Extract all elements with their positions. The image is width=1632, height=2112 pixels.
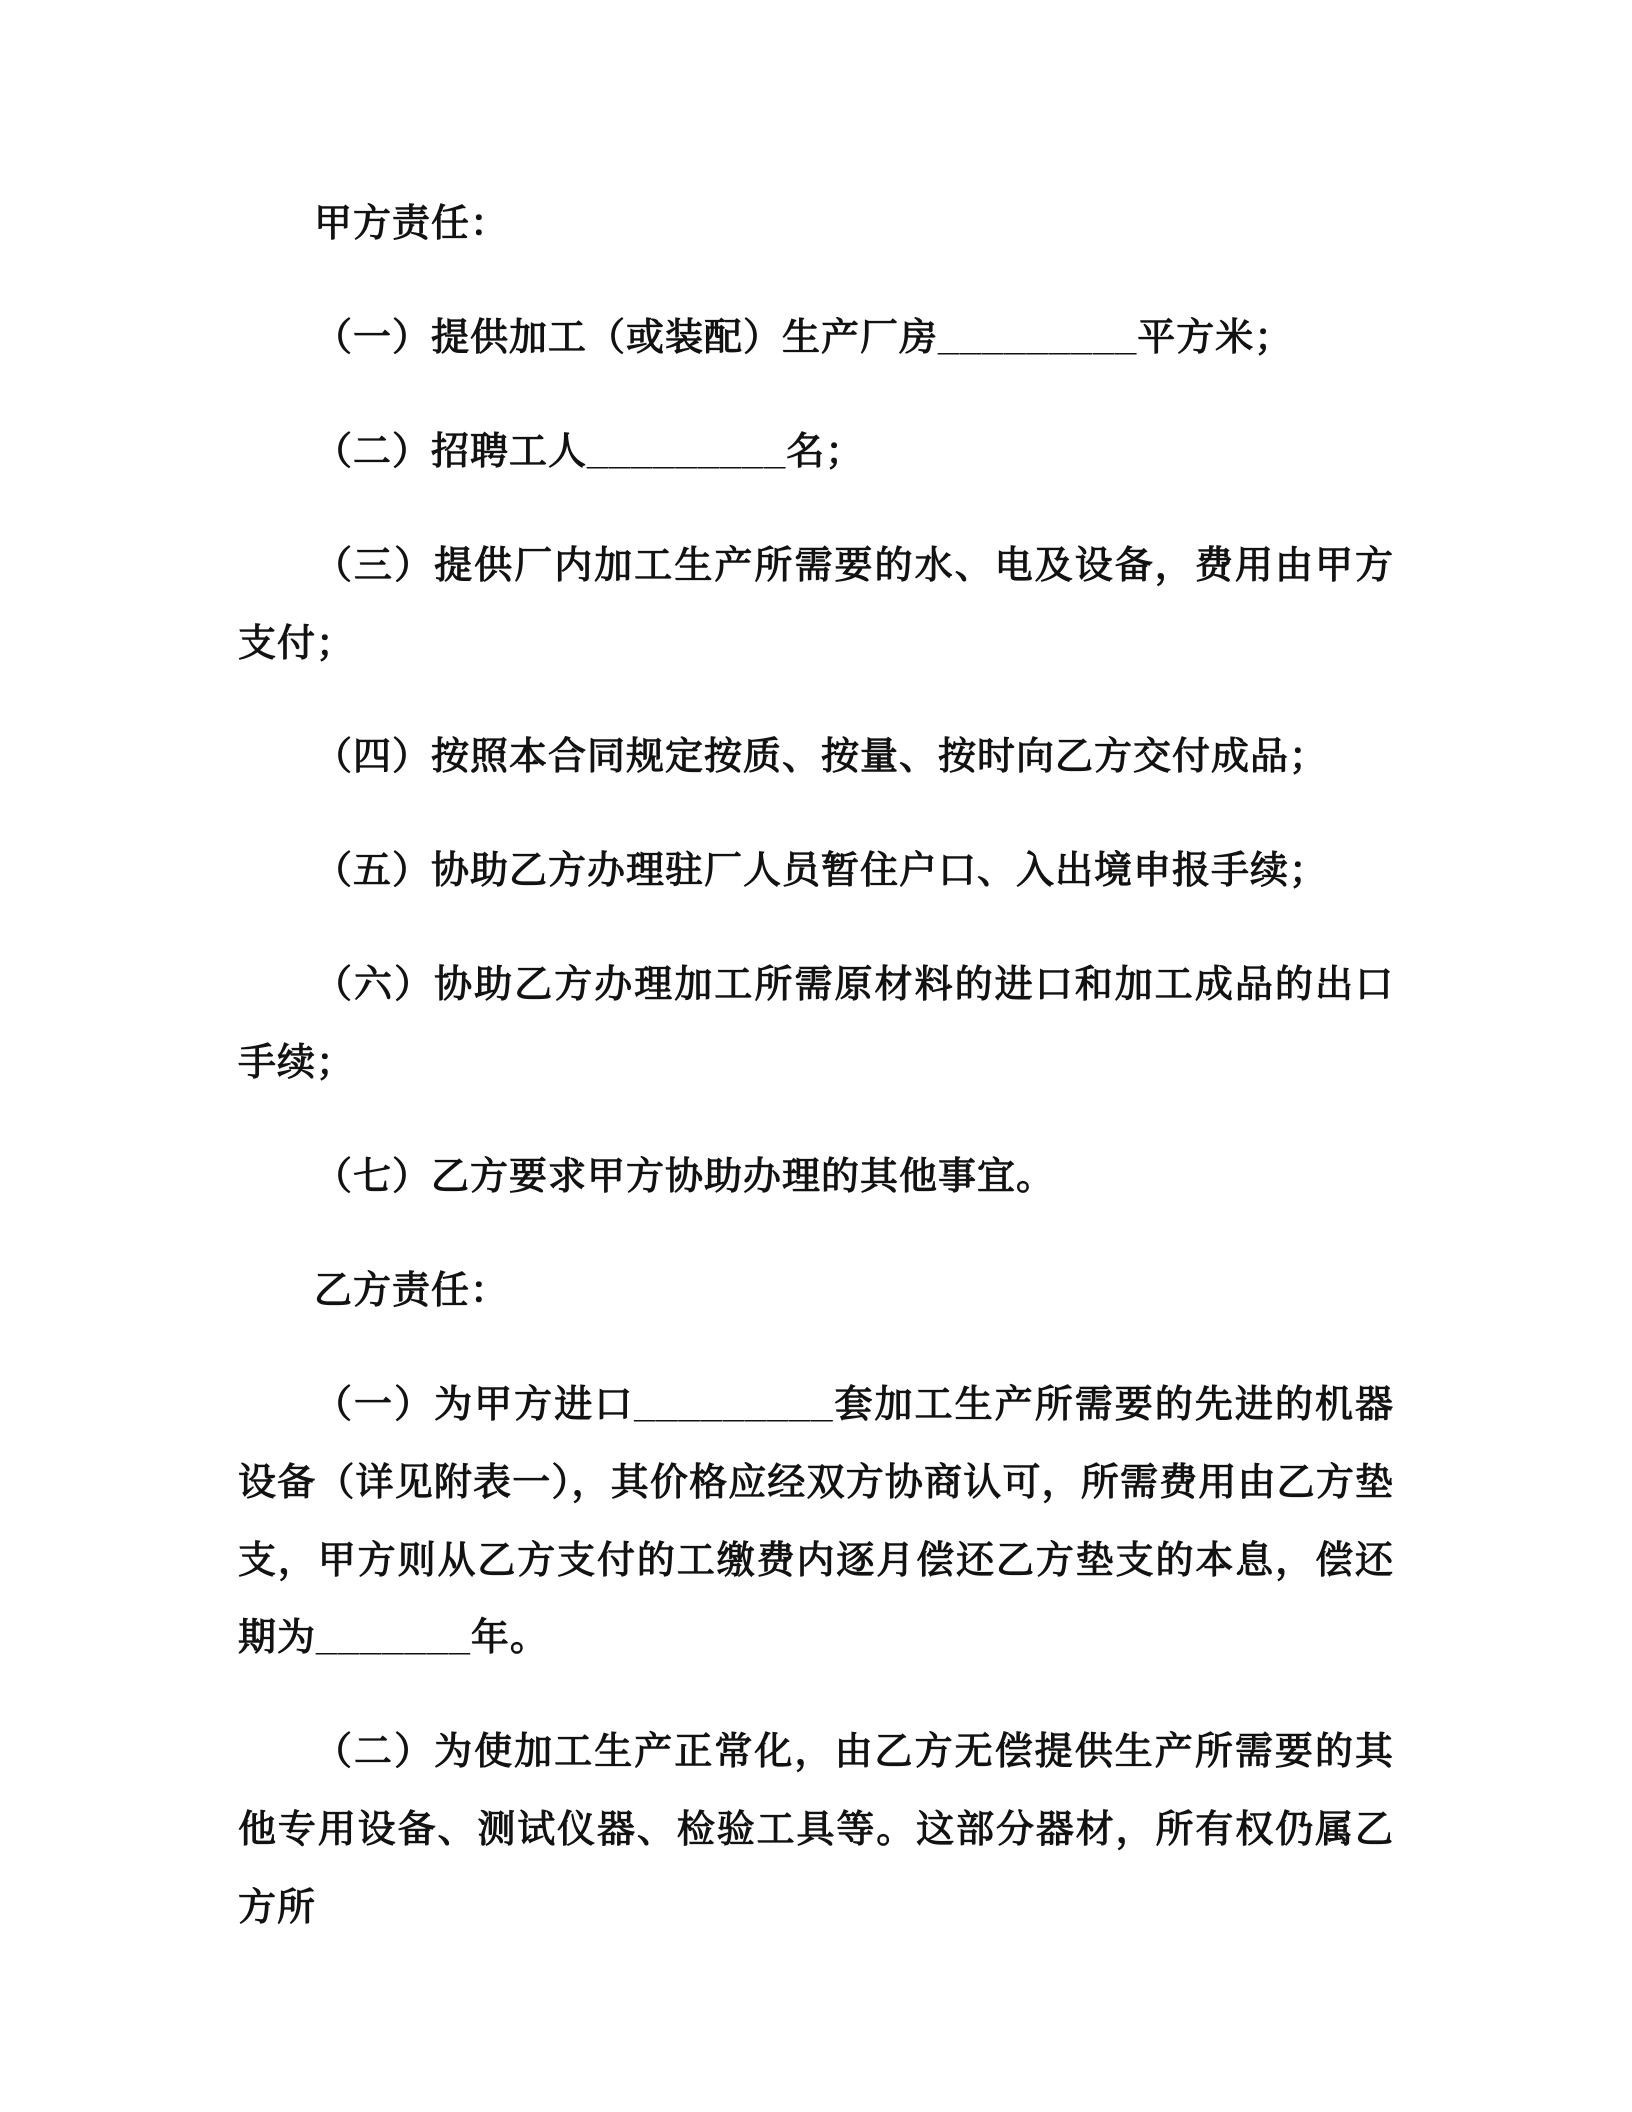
- party-b-responsibilities-heading: 乙方责任：: [314, 1269, 510, 1312]
- party-a-clause-7: （七）乙方要求甲方协助办理的其他事宜。: [314, 1156, 1056, 1199]
- party-b-clause-1: （一）为甲方进口_________套加工生产所需要的先进的机器设备（详见附表一），其价格应经双方协商认可，所需费用由乙方垫支，甲方则从乙方支付的工缴费内逐月偿还乙方垫支的本息，偿还期为_______年。: [238, 1383, 1394, 1660]
- party-a-clause-1: （一）提供加工（或装配）生产厂房_________平方米；: [314, 316, 1294, 359]
- party-a-clause-6: （六）协助乙方办理加工所需原材料的进口和加工成品的出口手续；: [238, 964, 1394, 1085]
- party-a-clause-2: （二）招聘工人_________名；: [314, 430, 865, 473]
- party-a-clause-3: （三）提供厂内加工生产所需要的水、电及设备，费用由甲方支付；: [238, 544, 1394, 665]
- party-b-clause-2: （二）为使加工生产正常化，由乙方无偿提供生产所需要的其他专用设备、测试仪器、检验工具等。这部分器材，所有权仍属乙方所: [238, 1731, 1394, 1930]
- party-a-clause-4: （四）按照本合同规定按质、按量、按时向乙方交付成品；: [314, 736, 1329, 779]
- party-a-responsibilities-heading: 甲方责任：: [314, 203, 510, 245]
- party-a-clause-5: （五）协助乙方办理驻厂人员暂住户口、入出境申报手续；: [314, 850, 1329, 893]
